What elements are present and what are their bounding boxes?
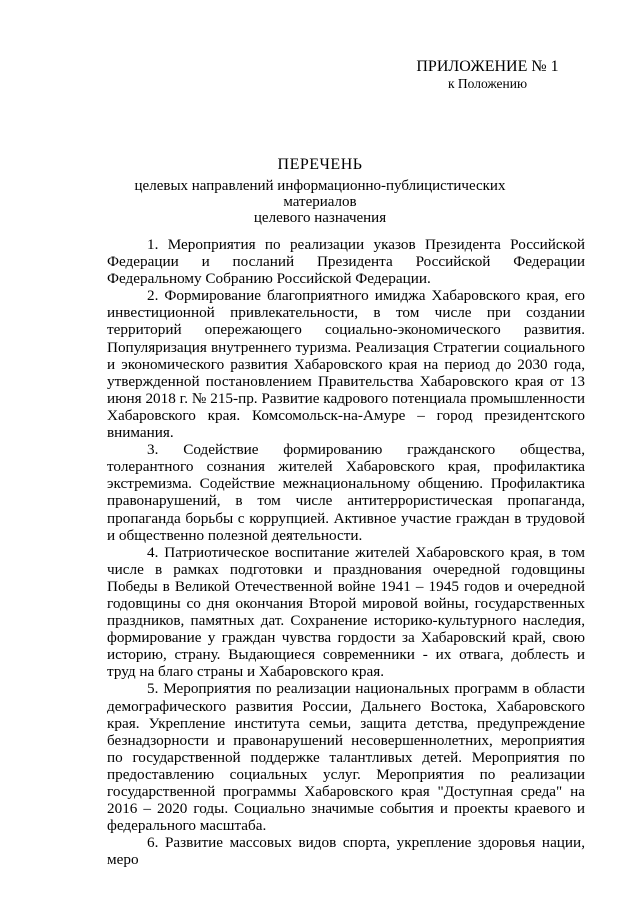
document-heading <box>110 156 530 226</box>
paragraph-4: 4. Патриотическое воспитание жителей Хабаровского края, в том числе в рамках подготовки и празднования очередной годовщины Победы в Великой Отечественной войне 1941 – 1945 годов и очередной годовщины со дня окончания Второй мировой войны, государственных праздников, памятных дат. Сохранение историко-культурного наследия, формирование у граждан чувства гордости за Хабаровский край, свою историю, страну. Выдающиеся современники - их отвага, доблесть и труд на благо страны и Хабаровского края. <box>107 543 585 681</box>
paragraph-2: 2. Формирование благоприятного имиджа Хабаровского края, его инвестиционной привлекательности, в том числе при создании территорий опережающего социально-экономического развития. Популяризация внутреннего туризма. Реализация Стратегии социального и экономического развития Хабаровского края на период до 2030 года, утвержденной постановлением Правительства Хабаровского края от 13 июня 2018 г. № 215-пр. Развитие кадрового потенциала промышленности Хабаровского края. Комсомольск-на-Амуре – город президентского внимания. <box>107 287 585 442</box>
document-subtitle-line-2: целевого назначения <box>253 210 387 226</box>
appendix-header <box>380 58 595 92</box>
document-body <box>107 236 585 868</box>
document-subtitle-line-1: целевых направлений информационно-публицистических материалов <box>134 178 506 210</box>
paragraph-6: 6. Развитие массовых видов спорта, укрепление здоровья нации, меро <box>107 834 585 869</box>
paragraph-5: 5. Мероприятия по реализации национальных программ в области демографического развития России, Дальнего Востока, Хабаровского края. Укрепление института семьи, защита детства, предупреждение безнадзорности и правонарушений несовершеннолетних, мероприятия по государственной поддержке талантливых детей. Мероприятия по предоставлению социальных услуг. Мероприятия по реализации государственной программы Хабаровского края "Доступная среда" на 2016 – 2020 годы. Социально значимые события и проекты краевого и федерального масштаба. <box>107 680 585 835</box>
paragraph-3: 3. Содействие формированию гражданского общества, толерантного сознания жителей Хабаровского края, профилактика экстремизма. Содействие межнациональному общению. Профилактика правонарушений, в том числе антитеррористическая пропаганда, пропаганда борьбы с коррупцией. Активное участие граждан в трудовой и общественно полезной деятельности. <box>107 441 585 544</box>
document-title: ПЕРЕЧЕНЬ <box>277 156 363 173</box>
paragraph-1: 1. Мероприятия по реализации указов Президента Российской Федерации и посланий Президента Российской Федерации Федеральному Собранию Российской Федерации. <box>107 236 585 288</box>
appendix-title: ПРИЛОЖЕНИЕ № 1 <box>416 58 559 75</box>
appendix-reference: к Положению <box>447 76 528 91</box>
